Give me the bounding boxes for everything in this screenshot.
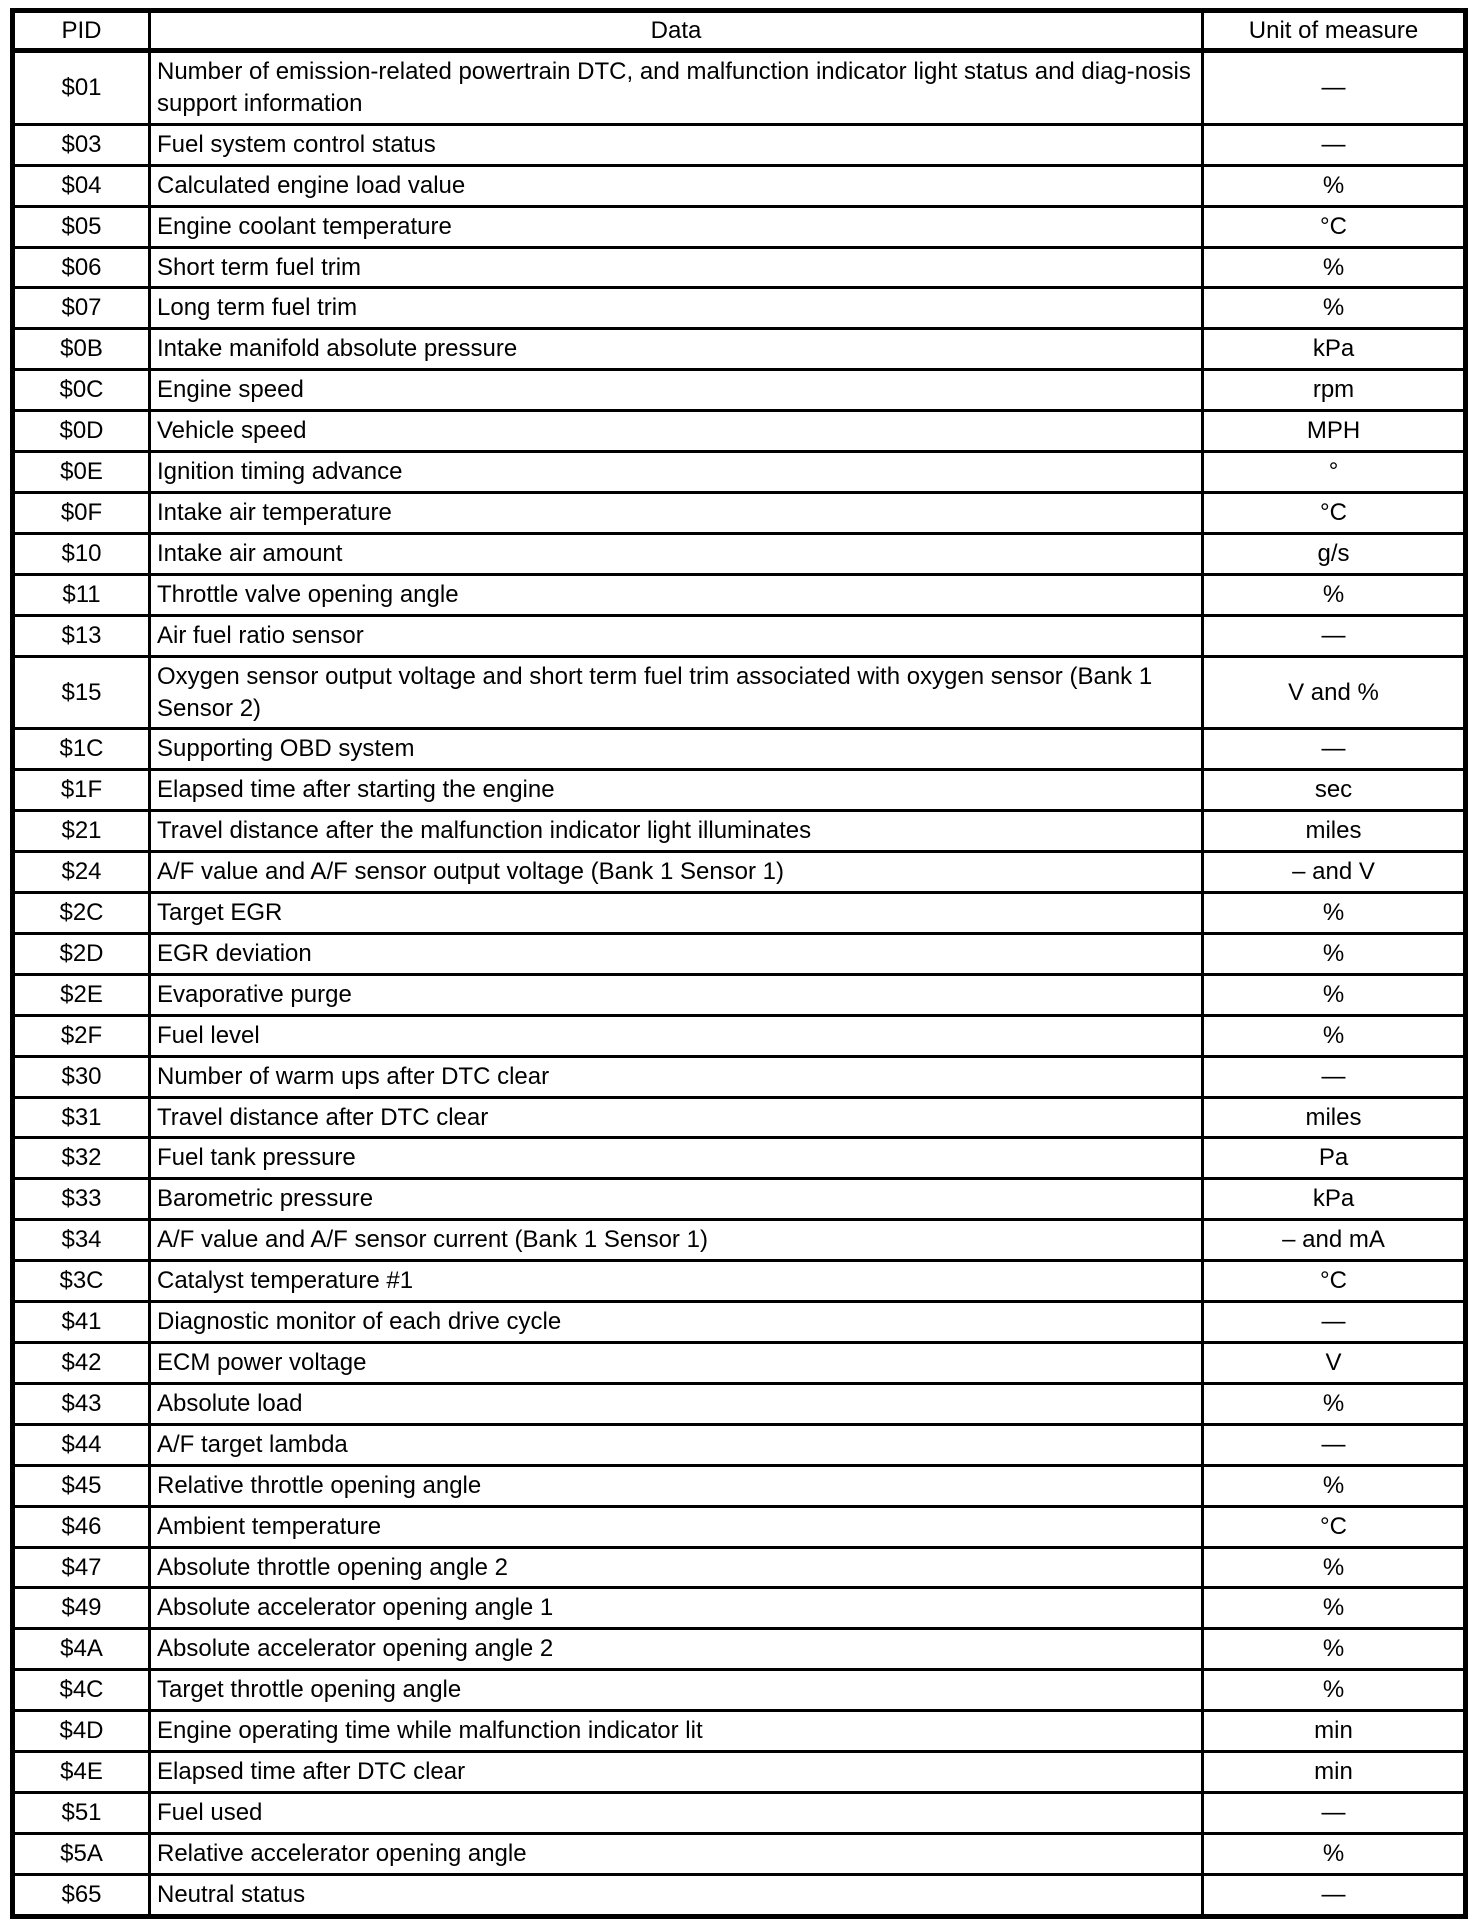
data-cell: Intake air temperature (150, 492, 1203, 533)
unit-cell: % (1203, 893, 1466, 934)
pid-data-table (10, 8, 1468, 1919)
unit-cell: °C (1203, 1506, 1466, 1547)
table-row (13, 1015, 1466, 1056)
pid-cell: $31 (13, 1097, 150, 1138)
pid-cell: $1F (13, 770, 150, 811)
table-row (13, 1588, 1466, 1629)
data-cell: Catalyst temperature #1 (150, 1261, 1203, 1302)
unit-cell: MPH (1203, 411, 1466, 452)
pid-cell: $04 (13, 165, 150, 206)
table-row (13, 974, 1466, 1015)
unit-cell: rpm (1203, 370, 1466, 411)
data-cell: Ignition timing advance (150, 452, 1203, 493)
unit-cell: kPa (1203, 1179, 1466, 1220)
table-row (13, 1752, 1466, 1793)
table-row (13, 247, 1466, 288)
data-cell: Intake air amount (150, 533, 1203, 574)
data-cell: Neutral status (150, 1874, 1203, 1916)
data-cell: Travel distance after DTC clear (150, 1097, 1203, 1138)
unit-cell: – and V (1203, 852, 1466, 893)
table-row (13, 1711, 1466, 1752)
table-row (13, 574, 1466, 615)
pid-cell: $0E (13, 452, 150, 493)
pid-cell: $4E (13, 1752, 150, 1793)
data-cell: Absolute accelerator opening angle 1 (150, 1588, 1203, 1629)
header-data: Data (150, 11, 1203, 51)
data-cell: Short term fuel trim (150, 247, 1203, 288)
table-row (13, 1343, 1466, 1384)
unit-cell: % (1203, 1383, 1466, 1424)
unit-cell: V and % (1203, 656, 1466, 729)
data-cell: Absolute throttle opening angle 2 (150, 1547, 1203, 1588)
unit-cell: sec (1203, 770, 1466, 811)
unit-cell: % (1203, 165, 1466, 206)
data-cell: EGR deviation (150, 933, 1203, 974)
pid-cell: $33 (13, 1179, 150, 1220)
table-row (13, 933, 1466, 974)
table-row (13, 1874, 1466, 1916)
unit-cell: kPa (1203, 329, 1466, 370)
table-row (13, 1261, 1466, 1302)
data-cell: Fuel used (150, 1792, 1203, 1833)
unit-cell: % (1203, 1588, 1466, 1629)
pid-cell: $47 (13, 1547, 150, 1588)
table-row (13, 1792, 1466, 1833)
unit-cell: — (1203, 1056, 1466, 1097)
unit-cell: V (1203, 1343, 1466, 1384)
data-cell: Number of emission-related powertrain DTC, and malfunction indicator light status and diag-nosis support information (150, 51, 1203, 125)
data-cell: Supporting OBD system (150, 729, 1203, 770)
data-cell: Ambient temperature (150, 1506, 1203, 1547)
table-row (13, 1833, 1466, 1874)
pid-cell: $15 (13, 656, 150, 729)
data-cell: Barometric pressure (150, 1179, 1203, 1220)
unit-cell: g/s (1203, 533, 1466, 574)
unit-cell: % (1203, 1547, 1466, 1588)
unit-cell: — (1203, 1302, 1466, 1343)
data-cell: Evaporative purge (150, 974, 1203, 1015)
pid-cell: $07 (13, 288, 150, 329)
pid-cell: $1C (13, 729, 150, 770)
table-row (13, 1056, 1466, 1097)
unit-cell: % (1203, 1015, 1466, 1056)
unit-cell: % (1203, 1670, 1466, 1711)
pid-cell: $2D (13, 933, 150, 974)
table-row (13, 1302, 1466, 1343)
table-row (13, 1424, 1466, 1465)
pid-cell: $49 (13, 1588, 150, 1629)
data-cell: Absolute load (150, 1383, 1203, 1424)
unit-cell: — (1203, 1424, 1466, 1465)
unit-cell: miles (1203, 1097, 1466, 1138)
pid-cell: $4C (13, 1670, 150, 1711)
pid-cell: $2E (13, 974, 150, 1015)
pid-cell: $4D (13, 1711, 150, 1752)
pid-cell: $0C (13, 370, 150, 411)
pid-cell: $01 (13, 51, 150, 125)
unit-cell: % (1203, 247, 1466, 288)
unit-cell: % (1203, 1629, 1466, 1670)
data-cell: Fuel level (150, 1015, 1203, 1056)
unit-cell: miles (1203, 811, 1466, 852)
data-cell: Travel distance after the malfunction indicator light illuminates (150, 811, 1203, 852)
data-cell: Diagnostic monitor of each drive cycle (150, 1302, 1203, 1343)
unit-cell: min (1203, 1711, 1466, 1752)
header-pid: PID (13, 11, 150, 51)
table-row (13, 1138, 1466, 1179)
data-cell: Intake manifold absolute pressure (150, 329, 1203, 370)
table-row (13, 370, 1466, 411)
pid-cell: $32 (13, 1138, 150, 1179)
table-row (13, 1547, 1466, 1588)
unit-cell: % (1203, 1833, 1466, 1874)
data-cell: Engine operating time while malfunction indicator lit (150, 1711, 1203, 1752)
table-row (13, 411, 1466, 452)
unit-cell: — (1203, 729, 1466, 770)
data-cell: Engine speed (150, 370, 1203, 411)
data-cell: Number of warm ups after DTC clear (150, 1056, 1203, 1097)
pid-cell: $65 (13, 1874, 150, 1916)
unit-cell: — (1203, 1792, 1466, 1833)
header-unit: Unit of measure (1203, 11, 1466, 51)
table-row (13, 124, 1466, 165)
data-cell: A/F value and A/F sensor output voltage (Bank 1 Sensor 1) (150, 852, 1203, 893)
pid-cell: $4A (13, 1629, 150, 1670)
table-row (13, 1179, 1466, 1220)
table-row (13, 615, 1466, 656)
unit-cell: — (1203, 124, 1466, 165)
pid-cell: $30 (13, 1056, 150, 1097)
table-row (13, 452, 1466, 493)
data-cell: A/F value and A/F sensor current (Bank 1 Sensor 1) (150, 1220, 1203, 1261)
pid-cell: $05 (13, 206, 150, 247)
pid-cell: $5A (13, 1833, 150, 1874)
pid-cell: $2C (13, 893, 150, 934)
table-row (13, 533, 1466, 574)
pid-cell: $03 (13, 124, 150, 165)
data-cell: Target EGR (150, 893, 1203, 934)
pid-cell: $51 (13, 1792, 150, 1833)
pid-cell: $3C (13, 1261, 150, 1302)
unit-cell: % (1203, 574, 1466, 615)
table-body (13, 51, 1466, 1917)
table-row (13, 656, 1466, 729)
table-row (13, 165, 1466, 206)
table-row (13, 206, 1466, 247)
unit-cell: Pa (1203, 1138, 1466, 1179)
table-row (13, 1506, 1466, 1547)
data-cell: Calculated engine load value (150, 165, 1203, 206)
data-cell: ECM power voltage (150, 1343, 1203, 1384)
pid-cell: $21 (13, 811, 150, 852)
unit-cell: — (1203, 1874, 1466, 1916)
data-cell: Throttle valve opening angle (150, 574, 1203, 615)
pid-cell: $11 (13, 574, 150, 615)
table-row (13, 51, 1466, 125)
data-cell: Elapsed time after DTC clear (150, 1752, 1203, 1793)
table-row (13, 893, 1466, 934)
data-cell: Relative accelerator opening angle (150, 1833, 1203, 1874)
pid-cell: $2F (13, 1015, 150, 1056)
unit-cell: — (1203, 51, 1466, 125)
unit-cell: °C (1203, 492, 1466, 533)
unit-cell: min (1203, 1752, 1466, 1793)
table-row (13, 288, 1466, 329)
data-cell: Long term fuel trim (150, 288, 1203, 329)
data-cell: Oxygen sensor output voltage and short term fuel trim associated with oxygen sensor (Bank 1 Sensor 2) (150, 656, 1203, 729)
unit-cell: % (1203, 1465, 1466, 1506)
table-row (13, 1670, 1466, 1711)
table-row (13, 1629, 1466, 1670)
table-row (13, 1465, 1466, 1506)
data-cell: Target throttle opening angle (150, 1670, 1203, 1711)
unit-cell: °C (1203, 206, 1466, 247)
pid-cell: $0B (13, 329, 150, 370)
pid-cell: $43 (13, 1383, 150, 1424)
pid-cell: $45 (13, 1465, 150, 1506)
data-cell: A/F target lambda (150, 1424, 1203, 1465)
unit-cell: °C (1203, 1261, 1466, 1302)
unit-cell: — (1203, 615, 1466, 656)
pid-cell: $34 (13, 1220, 150, 1261)
table-row (13, 1220, 1466, 1261)
data-cell: Relative throttle opening angle (150, 1465, 1203, 1506)
pid-cell: $0D (13, 411, 150, 452)
pid-cell: $44 (13, 1424, 150, 1465)
unit-cell: % (1203, 974, 1466, 1015)
pid-cell: $42 (13, 1343, 150, 1384)
unit-cell: % (1203, 288, 1466, 329)
pid-cell: $06 (13, 247, 150, 288)
data-cell: Air fuel ratio sensor (150, 615, 1203, 656)
table-row (13, 729, 1466, 770)
table-row (13, 1383, 1466, 1424)
pid-cell: $13 (13, 615, 150, 656)
table-row (13, 1097, 1466, 1138)
table-row (13, 770, 1466, 811)
unit-cell: – and mA (1203, 1220, 1466, 1261)
pid-cell: $10 (13, 533, 150, 574)
pid-cell: $24 (13, 852, 150, 893)
data-cell: Fuel tank pressure (150, 1138, 1203, 1179)
pid-cell: $41 (13, 1302, 150, 1343)
data-cell: Fuel system control status (150, 124, 1203, 165)
table-row (13, 852, 1466, 893)
data-cell: Engine coolant temperature (150, 206, 1203, 247)
table-row (13, 811, 1466, 852)
unit-cell: ° (1203, 452, 1466, 493)
data-cell: Elapsed time after starting the engine (150, 770, 1203, 811)
data-cell: Absolute accelerator opening angle 2 (150, 1629, 1203, 1670)
unit-cell: % (1203, 933, 1466, 974)
data-cell: Vehicle speed (150, 411, 1203, 452)
pid-cell: $0F (13, 492, 150, 533)
table-row (13, 492, 1466, 533)
table-row (13, 329, 1466, 370)
header-row (13, 11, 1466, 51)
pid-cell: $46 (13, 1506, 150, 1547)
